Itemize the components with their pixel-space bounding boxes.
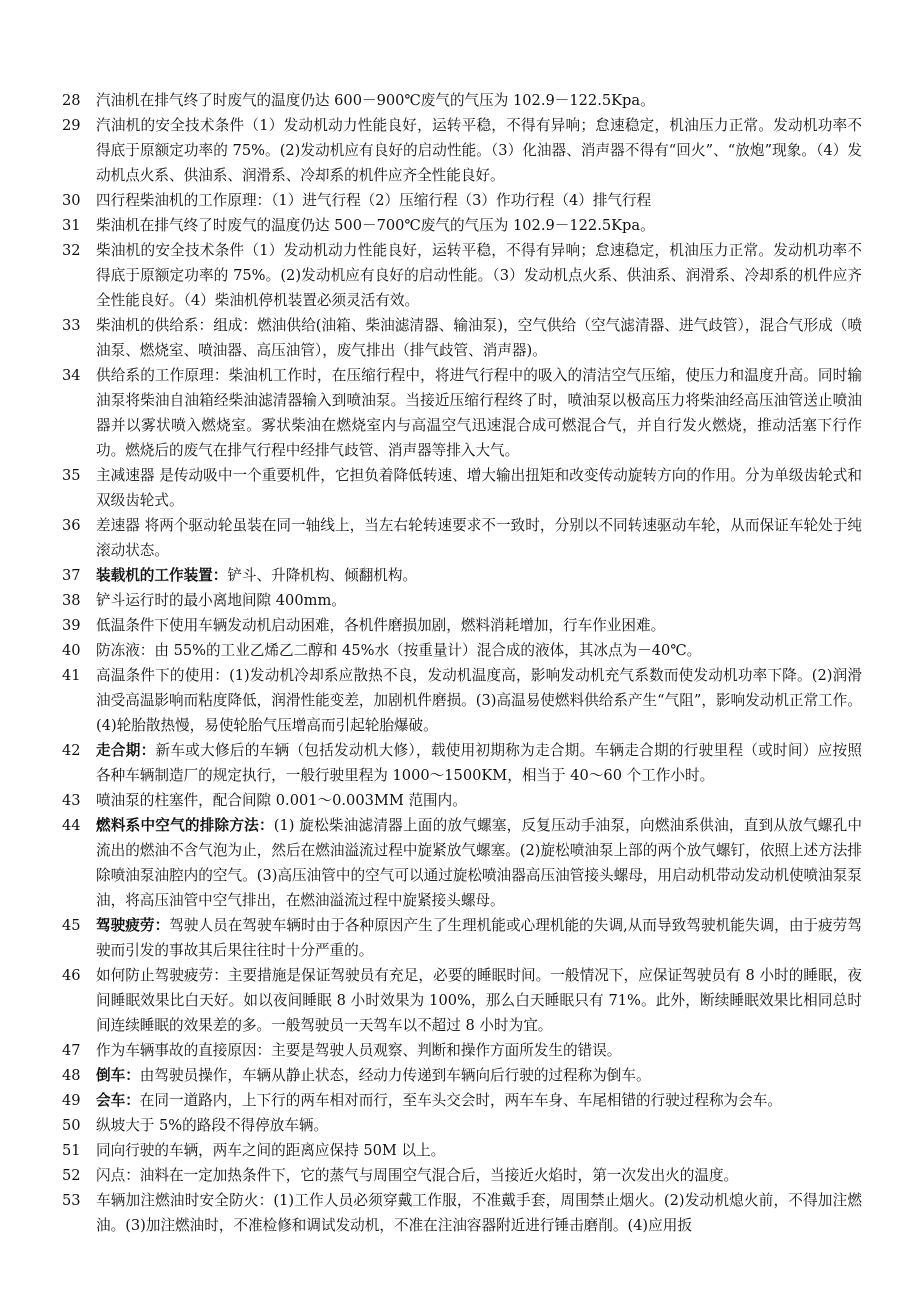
item-text xyxy=(96,813,862,913)
list-item xyxy=(62,463,862,513)
item-text xyxy=(96,1188,862,1238)
item-body: 在同一道路内，上下行的两车相对而行，至车头交会时，两车车身、车尾相错的行驶过程称为会车。 xyxy=(139,1092,782,1109)
list-item xyxy=(62,913,862,963)
item-number: 36 xyxy=(62,517,81,534)
item-text xyxy=(96,663,862,738)
list-item xyxy=(62,1188,862,1238)
item-number: 49 xyxy=(62,1092,81,1109)
item-body: 车辆加注燃油时安全防火：(1)工作人员必须穿戴工作服，不准戴手套，周围禁止烟火。(2)发动机熄火前，不得加注燃油。(3)加注燃油时，不准检修和调试发动机，不准在注油容器附近进行锤击磨削。(4)应用扳 xyxy=(96,1192,862,1234)
item-number: 34 xyxy=(62,367,81,384)
item-heading: 走合期： xyxy=(96,742,156,759)
item-text xyxy=(96,88,862,113)
item-body: 同向行驶的车辆，两车之间的距离应保持 50M 以上。 xyxy=(96,1142,446,1159)
item-body: 喷油泵的柱塞件，配合间隙 0.001～0.003MM 范围内。 xyxy=(96,792,467,809)
item-body: 新车或大修后的车辆（包括发动机大修），载使用初期称为走合期。车辆走合期的行驶里程（或时间）应按照各种车辆制造厂的规定执行，一般行驶里程为 1000～1500KM，相当于 40～60 个工作小时。 xyxy=(96,742,862,784)
item-body: 防冻液：由 55%的工业乙烯乙二醇和 45%水（按重量计）混合成的液体，其冰点为－40℃。 xyxy=(96,642,702,659)
item-body: 闪点：油料在一定加热条件下，它的蒸气与周围空气混合后，当接近火焰时，第一次发出火的温度。 xyxy=(96,1167,739,1184)
list-item xyxy=(62,88,862,113)
list-item xyxy=(62,788,862,813)
item-heading: 会车： xyxy=(96,1092,140,1109)
item-number: 53 xyxy=(62,1192,81,1209)
item-text xyxy=(96,463,862,513)
item-number: 42 xyxy=(62,742,81,759)
item-body: 四行程柴油机的工作原理：（1）进气行程（2）压缩行程（3）作功行程（4）排气行程 xyxy=(96,192,652,209)
item-number: 45 xyxy=(62,917,81,934)
item-text xyxy=(96,513,862,563)
item-heading: 燃料系中空气的排除方法： xyxy=(96,817,274,834)
list-item xyxy=(62,1088,862,1113)
item-text xyxy=(96,238,862,313)
list-item xyxy=(62,313,862,363)
document-page xyxy=(62,88,862,1238)
item-number: 50 xyxy=(62,1117,81,1134)
item-body: 驾驶人员在驾驶车辆时由于各种原因产生了生理机能或心理机能的失调,从而导致驾驶机能失调，由于疲劳驾驶而引发的事故其后果往往时十分严重的。 xyxy=(96,917,862,959)
item-heading: 倒车： xyxy=(96,1067,140,1084)
list-item xyxy=(62,363,862,463)
item-text xyxy=(96,738,862,788)
item-body: 铲斗运行时的最小离地间隙 400mm。 xyxy=(96,592,346,609)
list-item xyxy=(62,1163,862,1188)
item-text xyxy=(96,1138,862,1163)
item-text xyxy=(96,363,862,463)
item-number: 47 xyxy=(62,1042,81,1059)
list-item xyxy=(62,113,862,188)
item-body: 柴油机在排气终了时废气的温度仍达 500－700℃废气的气压为 102.9－122.5Kpa。 xyxy=(96,217,655,234)
item-body: 由驾驶员操作，车辆从静止状态，经动力传递到车辆向后行驶的过程称为倒车。 xyxy=(139,1067,651,1084)
list-item xyxy=(62,563,862,588)
item-text xyxy=(96,1088,862,1113)
item-body: 汽油机的安全技术条件（1）发动机动力性能良好，运转平稳，不得有异响；怠速稳定，机油压力正常。发动机功率不得底于原额定功率的 75%。(2)发动机应有良好的启动性能。（3）化油器、消声器不得有“回火”、“放炮”现象。（4）发动机点火系、供油系、润滑系、冷却系的机件应齐全性能良好。 xyxy=(96,117,862,184)
item-body: 差速器 将两个驱动轮虽装在同一轴线上，当左右轮转速要求不一致时，分别以不同转速驱动车轮，从而保证车轮处于纯滚动状态。 xyxy=(96,517,862,559)
item-body: 汽油机在排气终了时废气的温度仍达 600－900℃废气的气压为 102.9－122.5Kpa。 xyxy=(96,92,655,109)
item-number: 35 xyxy=(62,467,81,484)
item-number: 33 xyxy=(62,317,81,334)
item-number: 52 xyxy=(62,1167,81,1184)
item-text xyxy=(96,1038,862,1063)
item-number: 37 xyxy=(62,567,81,584)
item-number: 31 xyxy=(62,217,81,234)
item-text xyxy=(96,313,862,363)
item-number: 48 xyxy=(62,1067,81,1084)
item-body: 低温条件下使用车辆发动机启动困难，各机件磨损加剧，燃料消耗增加，行车作业困难。 xyxy=(96,617,666,634)
list-item xyxy=(62,1138,862,1163)
list-item xyxy=(62,963,862,1038)
item-body: 供给系的工作原理：柴油机工作时，在压缩行程中，将进气行程中的吸入的清洁空气压缩，使压力和温度升高。同时输油泵将柴油自油箱经柴油滤清器输入到喷油泵。当接近压缩行程终了时，喷油泵以极高压力将柴油经高压油管送止喷油器并以雾状喷入燃烧室。雾状柴油在燃烧室内与高温空气迅速混合成可燃混合气，并自行发火燃烧，推动活塞下行作功。燃烧后的废气在排气行程中经排气歧管、消声器等排入大气。 xyxy=(96,367,862,459)
list-item xyxy=(62,663,862,738)
item-body: 柴油机的安全技术条件（1）发动机动力性能良好，运转平稳，不得有异响；怠速稳定，机油压力正常。发动机功率不得底于原额定功率的 75%。(2)发动机应有良好的启动性能。（3）发动机点火系、供油系、润滑系、冷却系的机件应齐全性能良好。（4）柴油机停机装置必须灵活有效。 xyxy=(96,242,862,309)
list-item xyxy=(62,1063,862,1088)
list-item xyxy=(62,1038,862,1063)
list-item xyxy=(62,813,862,913)
list-item xyxy=(62,738,862,788)
item-text xyxy=(96,613,862,638)
item-text xyxy=(96,1113,862,1138)
list-item xyxy=(62,513,862,563)
item-number: 44 xyxy=(62,817,81,834)
list-item xyxy=(62,638,862,663)
list-item xyxy=(62,1113,862,1138)
item-text xyxy=(96,788,862,813)
item-body: 铲斗、升降机构、倾翻机构。 xyxy=(227,567,418,584)
item-text xyxy=(96,1163,862,1188)
item-text xyxy=(96,1063,862,1088)
item-body: (1) 旋松柴油滤清器上面的放气螺塞，反复压动手油泵，向燃油系供油，直到从放气螺孔中流出的燃油不含气泡为止，然后在燃油溢流过程中旋紧放气螺塞。(2)旋松喷油泵上部的两个放气螺钉，依照上述方法排除喷油泵油腔内的空气。(3)高压油管中的空气可以通过旋松喷油器高压油管接头螺母，用启动机带动发动机使喷油泵泵油，将高压油管中空气排出，在燃油溢流过程中旋紧接头螺母。 xyxy=(96,817,862,909)
item-number: 41 xyxy=(62,667,81,684)
list-item xyxy=(62,588,862,613)
item-text xyxy=(96,113,862,188)
item-number: 43 xyxy=(62,792,81,809)
item-body: 柴油机的供给系：组成：燃油供给(油箱、柴油滤清器、输油泵)，空气供给（空气滤清器、进气歧管），混合气形成（喷油泵、燃烧室、喷油器、高压油管），废气排出（排气歧管、消声器)。 xyxy=(96,317,862,359)
list-item xyxy=(62,213,862,238)
item-number: 46 xyxy=(62,967,81,984)
item-text xyxy=(96,588,862,613)
item-body: 作为车辆事故的直接原因：主要是驾驶人员观察、判断和操作方面所发生的错误。 xyxy=(96,1042,622,1059)
item-heading: 装载机的工作装置： xyxy=(96,567,228,584)
item-body: 主减速器 是传动吸中一个重要机件，它担负着降低转速、增大输出扭矩和改变传动旋转方向的作用。分为单级齿轮式和双级齿轮式。 xyxy=(96,467,862,509)
item-text xyxy=(96,213,862,238)
item-text xyxy=(96,913,862,963)
item-number: 30 xyxy=(62,192,81,209)
item-number: 51 xyxy=(62,1142,81,1159)
item-text xyxy=(96,188,862,213)
item-number: 39 xyxy=(62,617,81,634)
item-heading: 驾驶疲劳： xyxy=(96,917,170,934)
item-number: 38 xyxy=(62,592,81,609)
item-number: 32 xyxy=(62,242,81,259)
item-body: 如何防止驾驶疲劳：主要措施是保证驾驶员有充足，必要的睡眠时间。一般情况下，应保证驾驶员有 8 小时的睡眠，夜间睡眠效果比白天好。如以夜间睡眠 8 小时效果为 100%，那么白天睡眠只有 71%。此外，断续睡眠效果比相同总时间连续睡眠的效果差的多。一般驾驶员一天驾车以不超过 8 小时为宜。 xyxy=(96,967,862,1034)
item-body: 纵坡大于 5%的路段不得停放车辆。 xyxy=(96,1117,329,1134)
list-item xyxy=(62,238,862,313)
item-text xyxy=(96,638,862,663)
item-number: 40 xyxy=(62,642,81,659)
item-text xyxy=(96,963,862,1038)
item-text xyxy=(96,563,862,588)
item-number: 28 xyxy=(62,92,81,109)
list-item xyxy=(62,188,862,213)
item-number: 29 xyxy=(62,117,81,134)
item-body: 高温条件下的使用：(1)发动机冷却系应散热不良，发动机温度高，影响发动机充气系数而使发动机功率下降。(2)润滑油受高温影响而粘度降低，润滑性能变差，加剧机件磨损。(3)高温易使燃料供给系产生“气阻”，影响发动机正常工作。(4)轮胎散热慢，易使轮胎气压增高而引起轮胎爆破。 xyxy=(96,667,862,734)
list-item xyxy=(62,613,862,638)
